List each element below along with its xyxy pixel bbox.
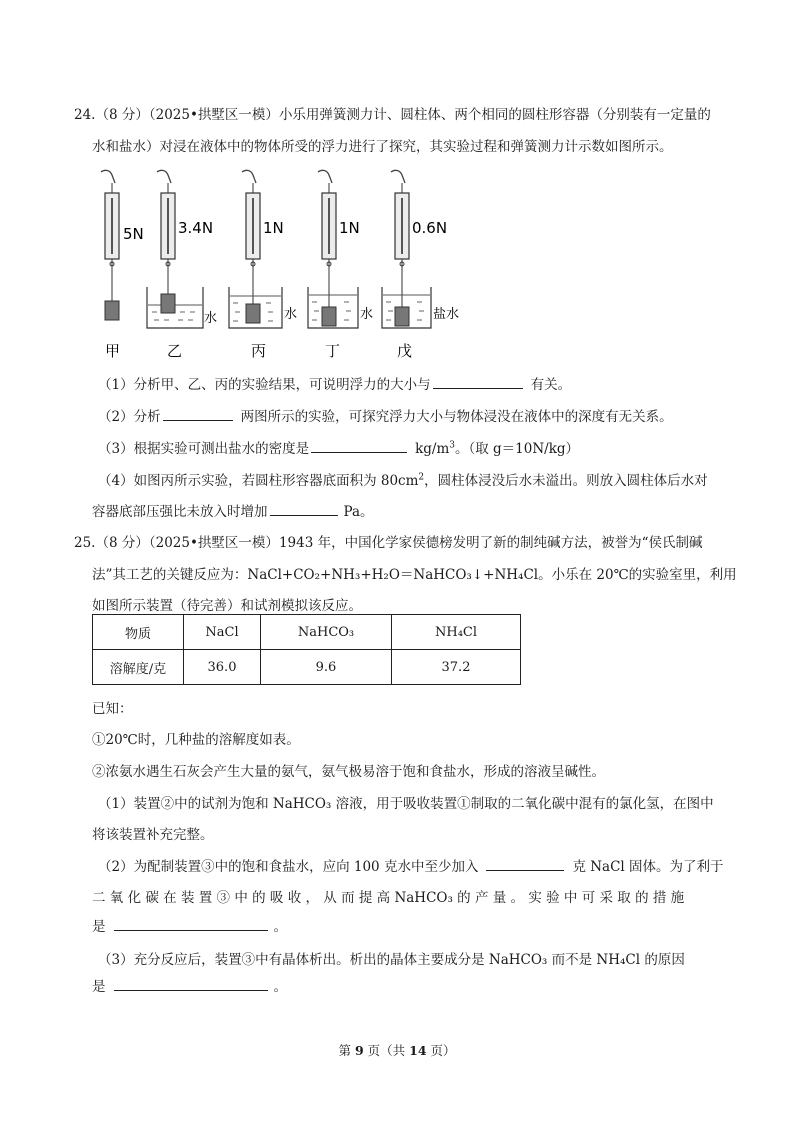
- q24-sub4-sup: 2: [418, 472, 425, 483]
- q25-sub2-line1: [98, 855, 724, 875]
- reading-yi: 3.4N: [178, 219, 214, 237]
- table-header-cell: NH₄Cl: [392, 615, 521, 650]
- q24-line2: [92, 135, 673, 155]
- q24-sub4-line1: [98, 469, 708, 489]
- reading-bing: 1N: [263, 219, 284, 237]
- reading-jia: 5N: [123, 225, 144, 243]
- table-cell: 37.2: [392, 650, 521, 685]
- page-footer: [0, 1041, 794, 1059]
- q25-known1: [92, 728, 300, 748]
- q24-stem-1: 小乐用弹簧测力计、圆柱体、两个相同的圆柱形容器（分别装有一定量的: [278, 107, 711, 123]
- q24-number: 24.: [74, 107, 96, 123]
- q25-sub1-line2: [92, 823, 214, 843]
- q25-number: 25.: [74, 535, 96, 551]
- q25-known2: [92, 760, 605, 780]
- q25-sub2-line2: [92, 886, 684, 906]
- table-header-cell: NaCl: [184, 615, 261, 650]
- q25-line1: [74, 531, 703, 551]
- q24-meta: （8 分）（2025•拱墅区一模）: [95, 107, 279, 123]
- q24-line1: [74, 103, 711, 123]
- q24-sub3: [98, 437, 579, 457]
- scale-wu: [382, 170, 459, 328]
- label-jia: 甲: [105, 342, 121, 360]
- q24-sub1: [98, 373, 571, 393]
- q25-sub2-text2: 克 NaCl 固体。为了利于: [572, 859, 724, 875]
- q25-meta: （8 分）（2025•拱墅区一模）: [95, 535, 279, 551]
- q25-known-title: [92, 697, 133, 717]
- footer-page-number: 9: [354, 1043, 364, 1058]
- q25-stem-1: 1943 年，中国化学家侯德榜发明了新的制纯碱方法，被誉为“侯氏制碱: [278, 535, 703, 551]
- q25-sub1-text: （1）装置②中的试剂为饱和 NaHCO₃ 溶液，用于吸收装置①制取的二氧化碳中混有的氯化氢，在图中: [98, 796, 714, 812]
- q24-stem-2: 水和盐水）对浸在液体中的物体所受的浮力进行了探究，其实验过程和弹簧测力计示数如图所示。: [92, 139, 673, 155]
- known-2: ②浓氨水遇生石灰会产生大量的氨气，氨气极易溶于饱和食盐水，形成的溶液呈碱性。: [92, 764, 605, 780]
- cylinder-wu: [395, 307, 409, 326]
- cylinder-ding: [322, 307, 336, 326]
- solubility-table: [92, 614, 521, 685]
- q25-sub2-line3: [92, 915, 287, 935]
- liquid-bing: 水: [284, 307, 298, 322]
- footer-total-pages: 14: [409, 1043, 427, 1058]
- q25-sub3-end: 。: [273, 979, 287, 995]
- q24-sub4-text3: 容器底部压强比未放入时增加: [92, 504, 268, 520]
- q25-sub2-blank1[interactable]: [486, 856, 564, 871]
- q24-sub3-text: （3）根据实验可测出盐水的密度是: [98, 441, 310, 457]
- label-bing: 丙: [251, 342, 267, 360]
- table-cell: 36.0: [184, 650, 261, 685]
- q24-sub4-text2: ，圆柱体浸没后水未溢出。则放入圆柱体后水对: [424, 473, 708, 489]
- reading-wu: 0.6N: [412, 219, 448, 237]
- q25-sub3-text: （3）充分反应后，装置③中有晶体析出。析出的晶体主要成分是 NaHCO₃ 而不是 NH₄Cl 的原因: [98, 952, 685, 968]
- scale-ding: [308, 170, 373, 328]
- q25-stem-2: 法”其工艺的关键反应为：NaCl+CO₂+NH₃+H₂O＝NaHCO₃↓+NH₄Cl。小乐在 20℃的实验室里，利用: [92, 567, 737, 583]
- table-header-cell: 物质: [93, 615, 184, 650]
- reading-ding: 1N: [339, 219, 360, 237]
- q25-stem-3: 如图所示装置（待完善）和试剂模拟该反应。: [92, 598, 362, 614]
- table-header-cell: NaHCO₃: [261, 615, 392, 650]
- scale-yi: [147, 170, 217, 328]
- q24-sub4-text: （4）如图丙所示实验，若圆柱形容器底面积为 80cm: [98, 473, 419, 489]
- footer-prefix: 第: [338, 1043, 355, 1058]
- q25-sub3-line2: [92, 975, 287, 995]
- q25-sub2-text: （2）为配制装置③中的饱和食盐水，应向 100 克水中至少加入: [98, 859, 479, 875]
- q25-sub1-line1: [98, 792, 714, 812]
- table-row-label: 溶解度/克: [93, 650, 184, 685]
- q25-line2: [92, 563, 737, 583]
- q24-sub4-blank[interactable]: [270, 501, 338, 516]
- q25-line3: [92, 594, 362, 614]
- q25-sub2-end: 。: [273, 919, 287, 935]
- scale-bing: [229, 170, 297, 328]
- table-header-row: [93, 615, 521, 650]
- q24-figure: [92, 166, 472, 361]
- q25-sub3-text2: 是: [92, 979, 106, 995]
- q24-sub1-text: （1）分析甲、乙、丙的实验结果，可说明浮力的大小与: [98, 377, 431, 393]
- footer-mid: 页（共: [363, 1043, 410, 1058]
- q24-sub3-unit: kg/m: [415, 441, 450, 457]
- q25-sub3-blank[interactable]: [114, 976, 268, 991]
- q24-sub4-tail: Pa。: [343, 504, 374, 520]
- known-title: 已知：: [92, 701, 133, 717]
- footer-suffix: 页）: [426, 1043, 456, 1058]
- q25-sub2-text4: 是: [92, 919, 106, 935]
- q25-sub2-blank2[interactable]: [114, 916, 268, 931]
- q24-sub3-blank[interactable]: [311, 438, 407, 453]
- scale-jia: [101, 170, 144, 320]
- q24-sub3-tail: 。（取 g＝10N/kg）: [455, 441, 580, 457]
- q25-sub2-text3: 二 氧 化 碳 在 装 置 ③ 中 的 吸 收 ， 从 而 提 高 NaHCO₃ 的 产 量 。 实 验 中 可 采 取 的 措 施: [92, 890, 685, 906]
- q25-sub3-line1: [98, 948, 685, 968]
- table-cell: 9.6: [261, 650, 392, 685]
- q24-sub2-tail: 两图所示的实验，可探究浮力大小与物体浸没在液体中的深度有无关系。: [240, 409, 673, 425]
- liquid-ding: 水: [360, 307, 374, 322]
- known-1: ①20℃时，几种盐的溶解度如表。: [92, 732, 300, 748]
- q24-sub2: [98, 405, 673, 425]
- q24-sub3-sup: 3: [449, 440, 455, 451]
- cylinder-bing: [246, 304, 260, 323]
- cylinder-yi: [161, 294, 175, 313]
- liquid-yi: 水: [204, 311, 218, 326]
- q25-sub1-text2: 将该装置补充完整。: [92, 827, 214, 843]
- q24-sub1-tail: 有关。: [530, 377, 572, 393]
- table-row: [93, 650, 521, 685]
- label-wu: 戊: [397, 342, 413, 360]
- q24-sub2-text: （2）分析: [98, 409, 161, 425]
- q24-sub1-blank[interactable]: [433, 374, 523, 389]
- label-yi: 乙: [167, 342, 183, 360]
- q24-sub2-blank[interactable]: [163, 406, 233, 421]
- liquid-wu: 盐水: [433, 307, 460, 322]
- q24-sub4-line2: [92, 500, 374, 520]
- label-ding: 丁: [325, 342, 341, 360]
- cylinder-jia: [105, 301, 119, 320]
